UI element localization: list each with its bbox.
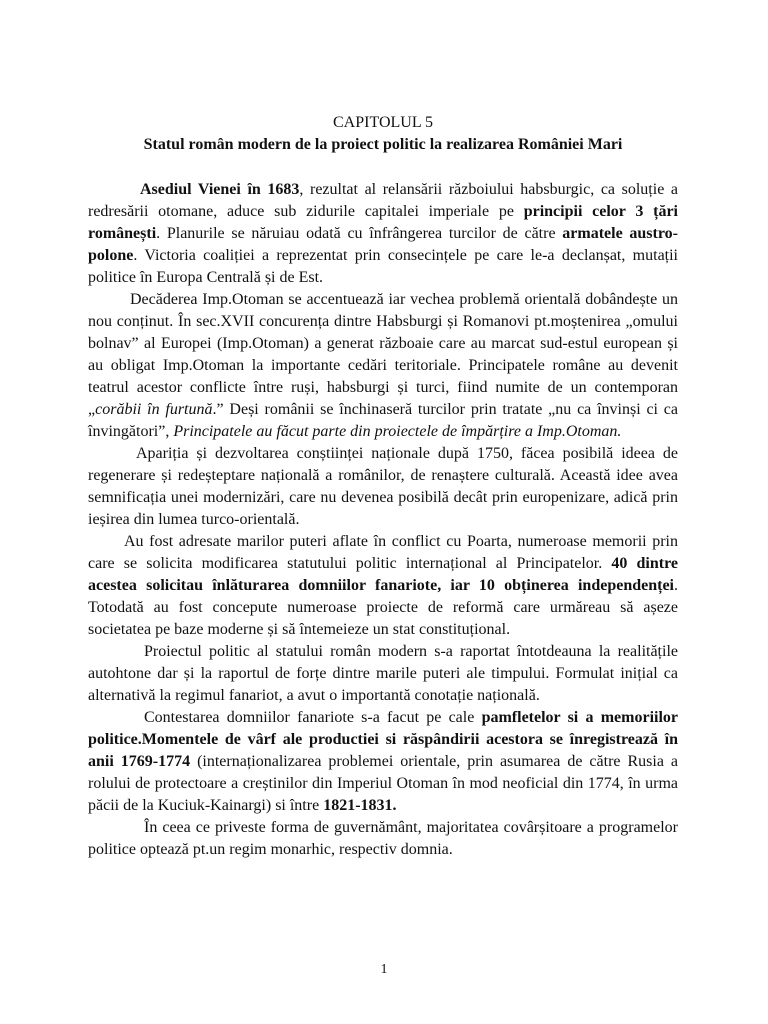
body-text: . Totodată au fost concepute numeroase proiecte de reformă care urmăreau să așeze societatea pe baze moderne și să întemeieze un stat constituțional. xyxy=(88,577,678,638)
italic-text: Principatele au făcut parte din proiectele de împărțire a Imp.Otoman. xyxy=(173,423,622,440)
body-text: (internaționalizarea problemei orientale, prin asumarea de către Rusia a rolului de protectoare a creștinilor din Imperiul Otoman în mod neoficial din 1774, în urma păcii de la Kuciuk-Kainargi) si între xyxy=(88,753,678,814)
body-text: Decăderea Imp.Otoman se accentuează iar vechea problemă orientală dobândește un nou conținut. În sec.XVII concurența dintre Habsburgi și Romanovi pt.moștenirea „omului bolnav” al Europei (Imp.Otoman) a generat războaie care au marcat sud-estul european și au obligat Imp.Otoman la importante cedări teritoriale. Principatele române au devenit teatrul acestor conflicte între ruși, habsburgi și turci, fiind numite de un contemporan „ xyxy=(88,291,678,418)
italic-text: corăbii în furtună xyxy=(95,401,213,418)
page-number: 1 xyxy=(380,962,388,977)
bold-text: 40 dintre acestea solicitau înlăturarea domniilor fanariote, iar 10 obținerea independenței xyxy=(88,555,679,594)
bold-text: principii celor 3 țări românești xyxy=(88,203,679,242)
chapter-heading: CAPITOLUL 5 xyxy=(333,114,433,131)
body-text: Contestarea domniilor fanariote s-a facut pe cale xyxy=(144,709,482,726)
bold-text: pamfletelor si a memoriilor politice.Momentele de vârf ale productiei si răspândirii acestora se înregistrează în anii 1769-1774 xyxy=(88,709,678,770)
document-page xyxy=(88,112,678,861)
bold-text: Asediul Vienei în 1683 xyxy=(140,181,300,198)
paragraph-2 xyxy=(88,289,678,443)
bold-text: 1821-1831. xyxy=(323,797,397,814)
paragraph-7: În ceea ce priveste forma de guvernământ, majoritatea covârșitoare a programelor politice optează pt.un regim monarhic, respectiv domnia. xyxy=(88,819,678,858)
body-text: .” Deși românii se închinaseră turcilor prin tratate „nu ca învinși ci ca învingători”, xyxy=(88,401,679,440)
paragraph-6 xyxy=(88,707,678,817)
body-text: . Planurile se năruiau odată cu înfrângerea turcilor de către xyxy=(156,225,563,242)
paragraph-5: Proiectul politic al statului român modern s-a raportat întotdeauna la realitățile autohtone dar și la raportul de forțe dintre marile puteri ale timpului. Formulat inițial ca alternativă la regimul fanariot, a avut o importantă conotație națională. xyxy=(88,643,678,704)
paragraph-3: Apariția și dezvoltarea conștiinței naționale după 1750, făcea posibilă ideea de regenerare și redeșteptare națională a românilor, de renaștere culturală. Această idee avea semnificația unei modernizări, care nu devenea posibilă decât prin europenizare, adică prin ieșirea din lumea turco-orientală. xyxy=(88,445,678,528)
bold-text: armatele austro-polone xyxy=(88,225,679,264)
paragraph-4 xyxy=(88,531,678,641)
body-text: , rezultat al relansării războiului habsburgic, ca soluție a redresării otomane, aduce sub zidurile capitalei imperiale pe xyxy=(88,181,678,220)
paragraph-1 xyxy=(88,179,678,289)
body-text: . Victoria coaliției a reprezentat prin consecințele pe care le-a declanșat, mutații politice în Europa Centrală și de Est. xyxy=(88,247,678,286)
body-text: Au fost adresate marilor puteri aflate în conflict cu Poarta, numeroase memorii prin care se solicita modificarea statutului politic internațional al Principatelor. xyxy=(88,533,678,572)
chapter-title: Statul român modern de la proiect politic la realizarea României Mari xyxy=(143,136,623,153)
